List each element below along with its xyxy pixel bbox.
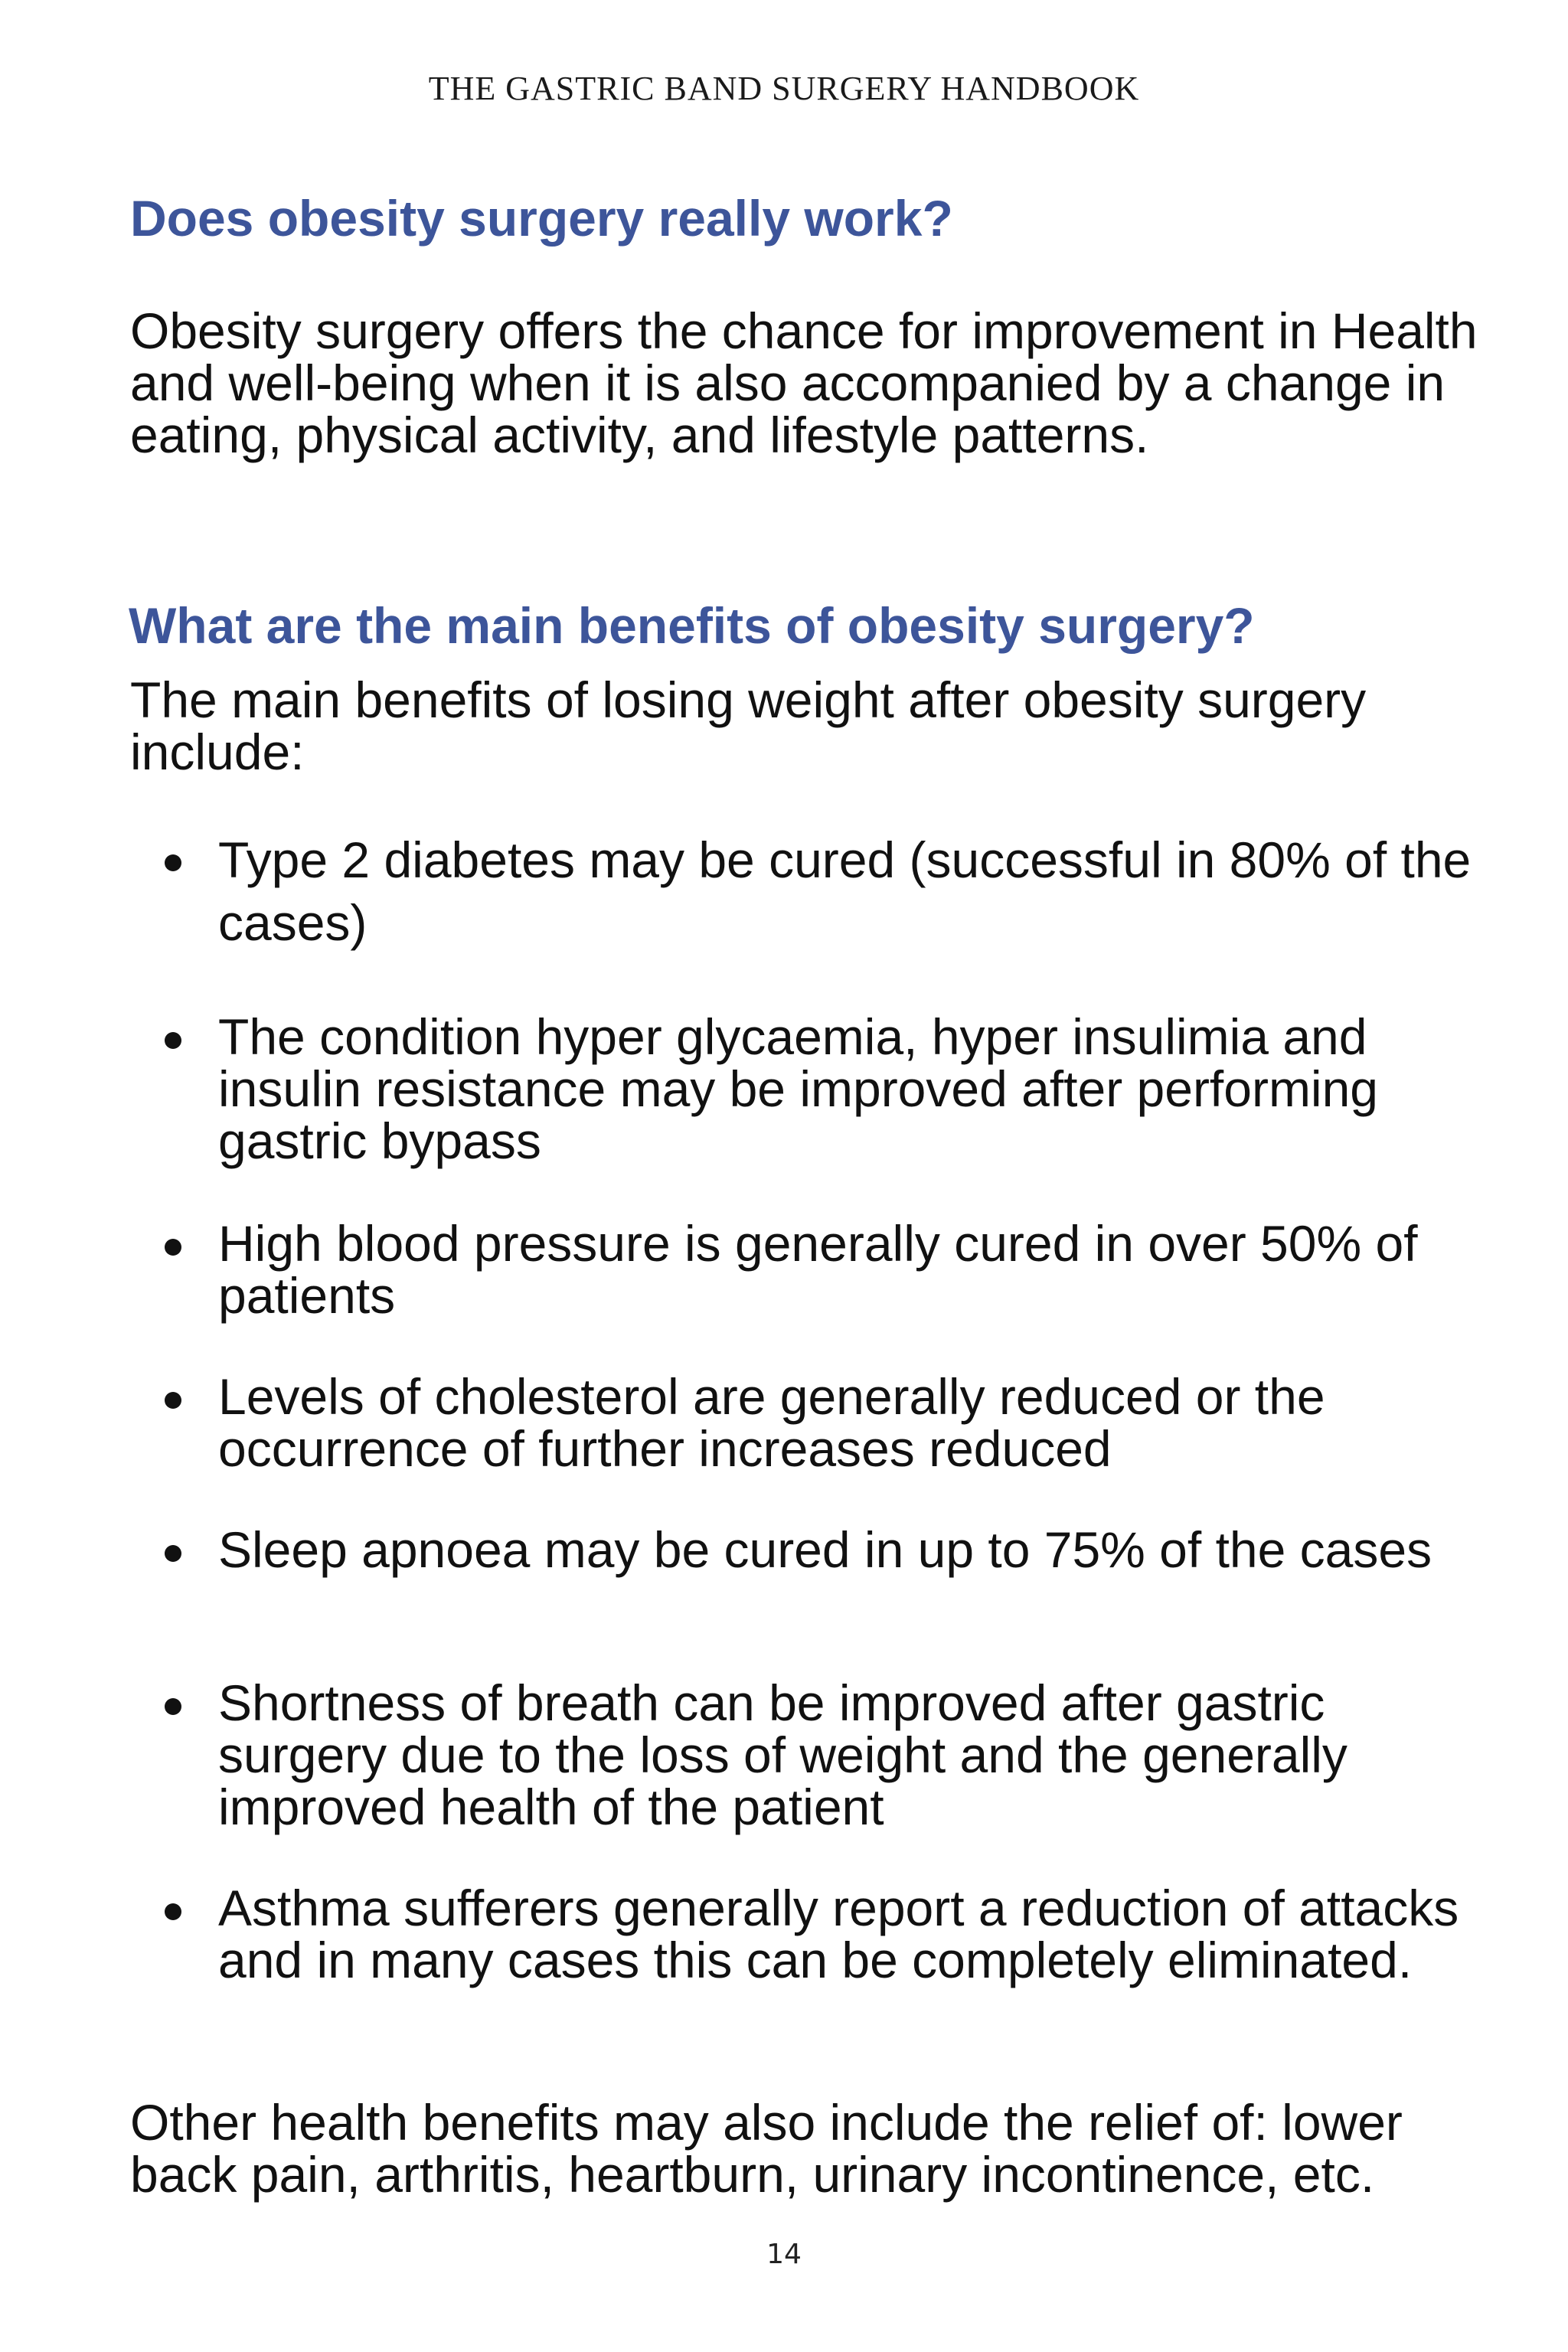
list-item xyxy=(165,1521,1481,1578)
list-item-text: High blood pressure is generally cured in over 50% of patients xyxy=(218,1215,1418,1324)
list-item xyxy=(165,1215,1481,1324)
bullet-icon xyxy=(165,854,181,871)
list-item-text: Type 2 diabetes may be cured (successful in 80% of the cases) xyxy=(218,831,1472,951)
list-item xyxy=(165,1008,1481,1169)
list-item-text: Levels of cholesterol are generally reduced or the occurrence of further increases reduced xyxy=(218,1368,1325,1477)
list-item-text: The condition hyper glycaemia, hyper insulimia and insulin resistance may be improved after performing gastric bypass xyxy=(218,1008,1379,1169)
list-item-text: Shortness of breath can be improved after gastric surgery due to the loss of weight and the generally improved health of the patient xyxy=(218,1674,1348,1835)
list-item xyxy=(165,1882,1481,1986)
list-item-text: Sleep apnoea may be cured in up to 75% of the cases xyxy=(218,1521,1432,1578)
list-item xyxy=(165,1370,1481,1475)
list-item-text: Asthma sufferers generally report a reduction of attacks and in many cases this can be completely eliminated. xyxy=(218,1880,1459,1988)
section-heading-main-benefits: What are the main benefits of obesity surgery? xyxy=(129,597,1255,654)
section-paragraph: Obesity surgery offers the chance for improvement in Health and well-being when it is also accompanied by a change in eating, physical activity, and lifestyle patterns. xyxy=(130,302,1478,463)
bullet-icon xyxy=(165,1545,181,1562)
bullet-icon xyxy=(165,1032,181,1049)
other-benefits-paragraph: Other health benefits may also include the relief of: lower back pain, arthritis, heartburn, urinary incontinence, etc. xyxy=(130,2094,1403,2203)
bullet-icon xyxy=(165,1239,181,1256)
bullet-icon xyxy=(165,1903,181,1920)
bullet-icon xyxy=(165,1392,181,1409)
benefits-intro: The main benefits of losing weight after obesity surgery include: xyxy=(130,671,1367,780)
list-item xyxy=(165,1674,1481,1835)
bullet-icon xyxy=(165,1698,181,1715)
list-item xyxy=(165,828,1481,954)
running-header: THE GASTRIC BAND SURGERY HANDBOOK xyxy=(428,70,1140,107)
section-heading-does-surgery-work: Does obesity surgery really work? xyxy=(130,190,953,247)
page-number: 14 xyxy=(766,2239,802,2270)
